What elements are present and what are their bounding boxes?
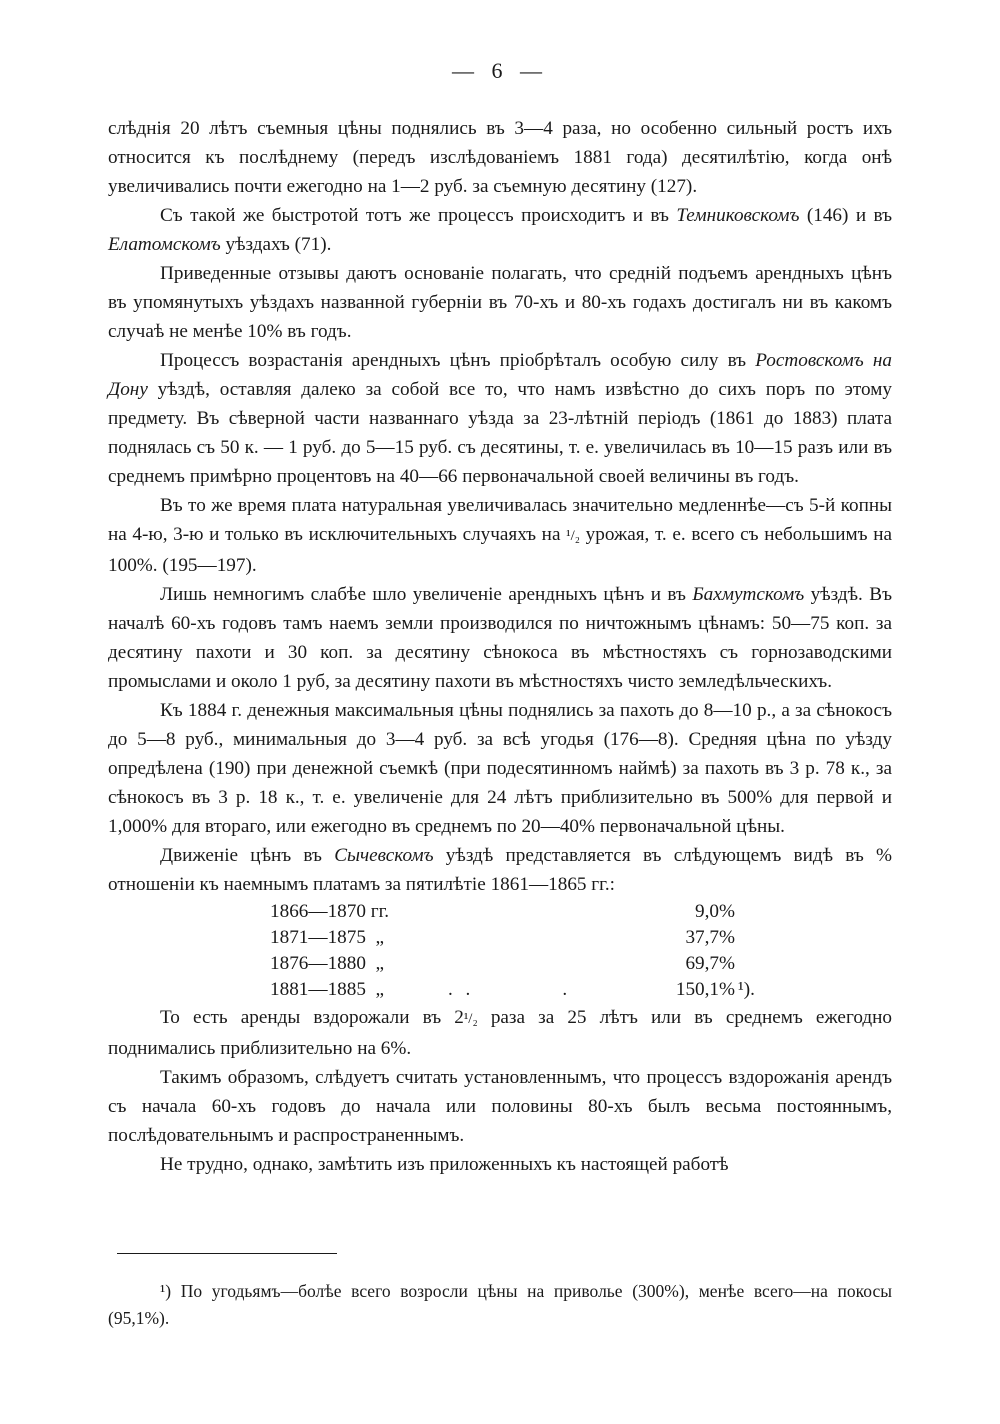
text-run: Лишь немногимъ слабѣе шло увеличеніе арендныхъ цѣнъ и въ [160, 584, 693, 605]
percent-cell [635, 899, 735, 925]
text-run: То есть аренды вздорожали въ 2 [160, 1007, 464, 1028]
text-run: уѣздахъ (71). [220, 234, 332, 255]
percent-value: 69,7% [685, 953, 735, 974]
paragraph-7: Къ 1884 г. денежныя максимальныя цѣны поднялись за пахоть до 8—10 р., а за сѣнокосъ до 5—8 руб., минимальныя до 3—4 руб. за всѣ угодья (176—8). Средняя цѣна по уѣзду опредѣлена (190) при денежной съемкѣ (при подесятинномъ наймѣ) за пахоть въ 3 р. 78 к., за сѣнокосъ въ 3 р. 18 к., т. е. увеличеніе для 24 лѣтъ приблизительно въ 500% для первой и 1,000% для втораго, или ежегодно въ среднемъ по 20—40% первоначальной цѣны. [108, 700, 892, 837]
period-cell [270, 977, 384, 1003]
percent-value: 150,1% [675, 979, 735, 1000]
table-row [270, 951, 735, 977]
fraction: ¹/₂ [566, 528, 581, 544]
footnote-marker: ¹) [160, 1280, 172, 1301]
text-run: (146) и въ [799, 205, 892, 226]
period-unit: гг. [370, 901, 390, 922]
paragraph-3: Приведенные отзывы даютъ основаніе полагать, что средній подъемъ арендныхъ цѣнъ въ упомянутыхъ уѣздахъ названной губерніи въ 70-хъ и 80-хъ годахъ достигалъ ни въ какомъ случаѣ не менѣе 10% въ годъ. [108, 263, 892, 342]
district-name-temnikov: Темниковскомъ [676, 205, 800, 226]
period-unit: „ [375, 979, 385, 1000]
percent-value: 37,7% [685, 927, 735, 948]
text-run: Движеніе цѣнъ въ [160, 845, 335, 866]
period-unit: „ [375, 953, 385, 974]
body-text [108, 114, 892, 1179]
footnote-divider [117, 1253, 337, 1254]
paragraph-8 [108, 841, 892, 899]
leader-dots [384, 925, 635, 951]
period-unit: „ [375, 927, 385, 948]
percent-value: 9,0% [695, 901, 735, 922]
text-run: раза за 25 лѣтъ или въ среднемъ ежегодно поднимались приблизительно на 6%. [108, 1007, 892, 1059]
period-cell [270, 899, 389, 925]
paragraph-9 [108, 1003, 892, 1063]
paragraph-5 [108, 491, 892, 580]
text-run: урожая, т. е. всего съ небольшимъ на 100%. (195—197). [108, 524, 892, 576]
percent-cell [635, 977, 755, 1003]
paragraph-1: слѣднія 20 лѣтъ съемныя цѣны поднялись въ 3—4 раза, но особенно сильный ростъ ихъ относится къ послѣднему (передъ изслѣдованіемъ 1881 года) десятилѣтію, когда онѣ увеличивались почти ежегодно на 1—2 руб. за съемную десятину (127). [108, 118, 892, 197]
table-row [270, 899, 735, 925]
fraction: ¹/₂ [463, 1011, 478, 1027]
paragraph-2 [108, 201, 892, 259]
footnote-text: По угодьямъ—болѣе всего возросли цѣны на приволье (300%), менѣе всего—на покосы (95,1%). [108, 1280, 892, 1328]
paragraph-11: Не трудно, однако, замѣтить изъ приложенныхъ къ настоящей работѣ [160, 1154, 729, 1175]
text-run: Въ то же время плата натуральная увеличивалась значительно медленнѣе—съ 5-й копны на 4-ю, 3-ю и только въ исключительныхъ случаяхъ на [108, 495, 892, 545]
period-years: 1871—1875 [270, 927, 366, 948]
leader-dots [389, 899, 635, 925]
percent-cell [635, 951, 735, 977]
text-run: Процессъ возрастанія арендныхъ цѣнъ пріобрѣталъ особую силу въ [160, 350, 756, 371]
period-cell [270, 925, 384, 951]
paragraph-10: Такимъ образомъ, слѣдуетъ считать установленнымъ, что процессъ вздорожанія арендъ съ начала 60-хъ годовъ до начала или половины 80-хъ былъ весьма постояннымъ, послѣдовательнымъ и распространеннымъ. [108, 1067, 892, 1146]
district-name-sychevka: Сычевскомъ [334, 845, 434, 866]
price-change-table [108, 899, 755, 1003]
footnote [108, 1278, 892, 1332]
leader-dots: . . . [447, 979, 572, 1000]
text-run: уѣздѣ. Въ началѣ 60-хъ годовъ тамъ наемъ земли производился по ничтожнымъ цѣнамъ: 50—75 коп. за десятину пахоти и 30 коп. за десятину сѣнокоса въ мѣстностяхъ съ горнозаводскими промыслами и около 1 руб, за десятину пахоти въ мѣстностяхъ чисто земледѣльческихъ. [108, 584, 892, 692]
page-number: — 6 — [452, 58, 548, 83]
district-name-rostov: Ростовскомъ на Дону [108, 350, 892, 400]
table-row [270, 977, 755, 1003]
percent-cell [635, 925, 735, 951]
period-years: 1866—1870 [270, 901, 366, 922]
district-name-bakhmut: Бахмутскомъ [692, 584, 805, 605]
period-years: 1876—1880 [270, 953, 366, 974]
period-years: 1881—1885 [270, 979, 366, 1000]
text-run: уѣздѣ представляется въ слѣдующемъ видѣ въ % отношеніи къ наемнымъ платамъ за пятилѣтіе 1861—1865 гг.: [108, 845, 892, 895]
text-run: уѣздѣ, оставляя далеко за собой все то, что намъ извѣстно до сихъ поръ по этому предмету. Въ сѣверной части названнаго уѣзда за 23-лѣтній періодъ (1861 до 1883) плата поднялась съ 50 к. — 1 руб. до 5—15 руб. съ десятины, т. е. увеличилась въ 10—15 разъ или въ среднемъ примѣрно процентовъ на 40—66 первоначальной своей величины въ годъ. [108, 379, 892, 487]
paragraph-4 [108, 346, 892, 491]
text-run: Съ такой же быстротой тотъ же процессъ происходитъ и въ [160, 205, 677, 226]
paragraph-6 [108, 580, 892, 696]
district-name-elatom: Елатомскомъ [108, 234, 221, 255]
leader-dots [384, 951, 635, 977]
period-cell [270, 951, 384, 977]
table-row [270, 925, 735, 951]
footnote-reference[interactable]: ¹). [738, 979, 755, 1000]
